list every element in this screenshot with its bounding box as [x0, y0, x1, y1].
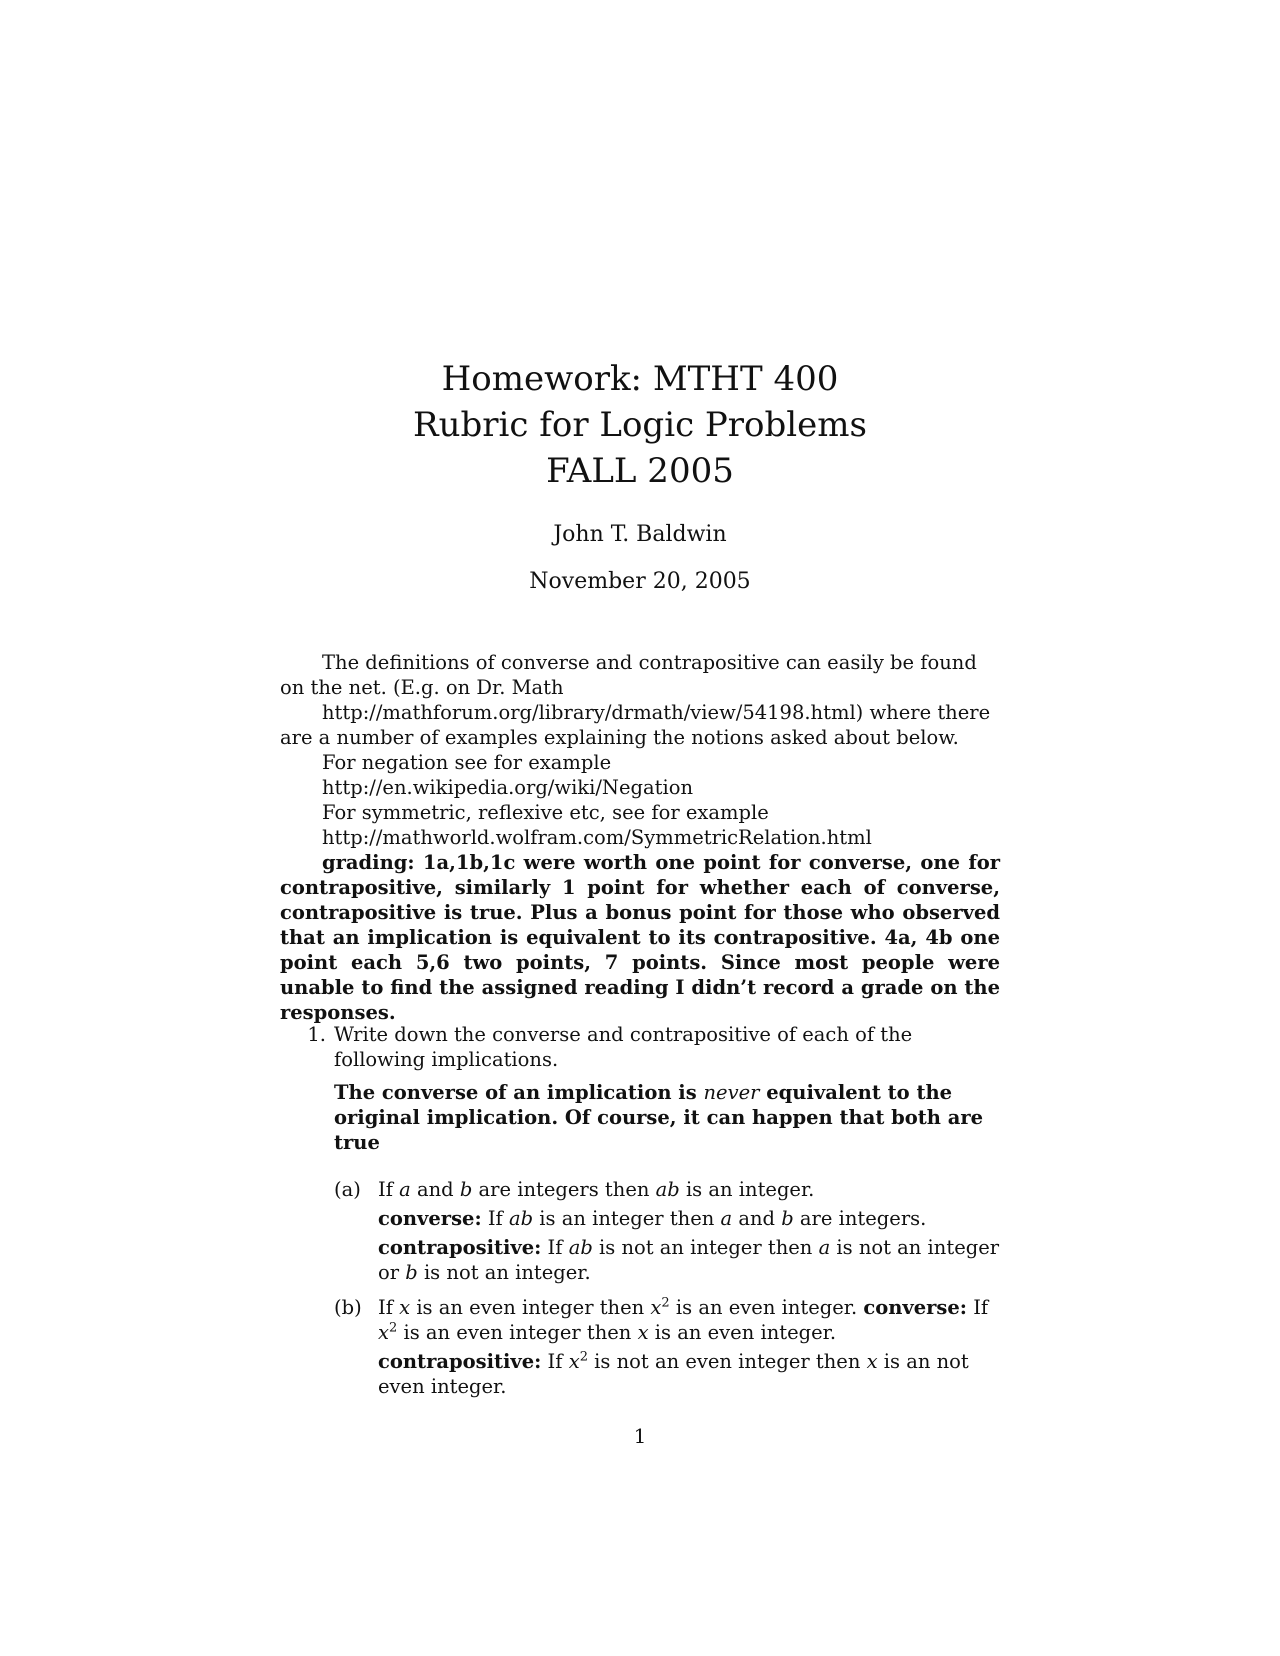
- intro-section: [280, 650, 1000, 1025]
- problem-text: Write down the converse and contrapositive of each of the following implications.: [334, 1023, 913, 1071]
- note-emphasis: never: [703, 1081, 760, 1104]
- part-b-statement: If x is an even integer then $x^2$ is an even integer. converse: If $x^2$ is an even integer then x is an even integer.: [378, 1295, 989, 1344]
- document-title-line-3: FALL 2005: [546, 451, 734, 491]
- grading-paragraph: grading: 1a,1b,1c were worth one point for converse, one for contrapositive, similarly 1 point for whether each of converse, contrapositive is true. Plus a bonus point for those who observed that an implication is equivalent to its contrapositive. 4a, 4b one point each 5,6 two points, 7 points. Since most people were unable to find the assigned reading I didn’t record a grade on the responses.: [280, 851, 1000, 1024]
- intro-paragraph-1-link: http://mathforum.org/library/drmath/view/54198.html) where there are a number of examples explaining the notions asked about below.: [280, 701, 991, 749]
- problem-1: [280, 1022, 1000, 1399]
- date: November 20, 2005: [529, 569, 751, 594]
- document-title-line-1: Homework: MTHT 400: [441, 359, 839, 399]
- author: John T. Baldwin: [553, 522, 727, 547]
- part-label: (a): [334, 1178, 361, 1201]
- document-title-line-2: Rubric for Logic Problems: [413, 405, 867, 445]
- part-a-contrapositive: contrapositive: If ab is not an integer then a is not an integer or b is not an integer.: [378, 1236, 1000, 1284]
- symmetric-link[interactable]: http://mathworld.wolfram.com/SymmetricRelation.html: [322, 826, 872, 849]
- part-a-converse: converse: If ab is an integer then a and b are integers.: [378, 1207, 927, 1230]
- part-a-statement: If a and b are integers then ab is an integer.: [378, 1178, 815, 1201]
- converse-note: [334, 1080, 1000, 1155]
- part-a: [334, 1177, 1000, 1285]
- negation-link[interactable]: http://en.wikipedia.org/wiki/Negation: [322, 776, 694, 799]
- problem-number: 1.: [307, 1023, 326, 1046]
- note-text-2: equivalent to the original implication. Of course, it can happen that both are true: [334, 1081, 984, 1154]
- intro-paragraph-1: The definitions of converse and contrapositive can easily be found on the net. (E.g. on Dr. Math: [280, 651, 977, 699]
- part-label: (b): [334, 1296, 362, 1319]
- part-b-contrapositive: contrapositive: If $x^2$ is not an even integer then x is an not even integer.: [378, 1349, 969, 1398]
- page-number: 1: [633, 1424, 647, 1448]
- symmetric-note: For symmetric, reflexive etc, see for example: [322, 801, 769, 824]
- note-text-1: The converse of an implication is: [334, 1081, 704, 1104]
- part-b: [334, 1295, 1000, 1399]
- negation-note: For negation see for example: [322, 751, 612, 774]
- title-block: [0, 356, 1280, 594]
